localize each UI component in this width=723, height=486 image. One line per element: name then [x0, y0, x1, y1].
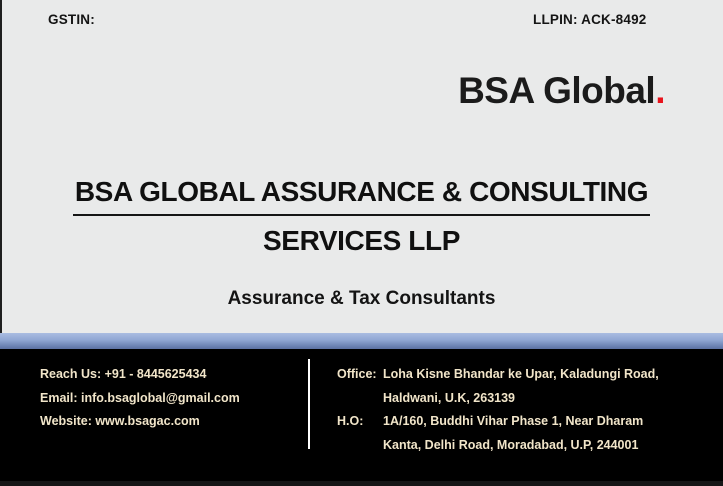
company-tagline: Assurance & Tax Consultants — [227, 288, 496, 309]
phone-line: Reach Us: +91 - 8445625434 — [40, 367, 207, 381]
company-name-line2: SERVICES LLP — [263, 225, 460, 256]
contact-column — [40, 363, 240, 434]
company-title-block — [0, 176, 723, 257]
footer-vertical-divider — [308, 359, 310, 449]
logo-red-dot: . — [655, 70, 665, 111]
accent-divider-bar — [0, 333, 723, 349]
email-line: Email: info.bsaglobal@gmail.com — [40, 390, 240, 405]
head-office-address-entry — [337, 410, 659, 457]
gstin-label: GSTIN: — [48, 12, 95, 27]
website-line: Website: www.bsagac.com — [40, 414, 200, 428]
llpin-label: LLPIN: ACK-8492 — [533, 12, 647, 27]
footer-bottom-strip — [0, 481, 723, 486]
head-office-address-line2: Kanta, Delhi Road, Moradabad, U.P, 244001 — [383, 437, 639, 452]
logo-text: BSA Global — [458, 70, 656, 111]
office-address-line1: Loha Kisne Bhandar ke Upar, Kaladungi Road, — [383, 367, 659, 381]
left-edge-line — [0, 0, 2, 334]
address-column — [337, 363, 659, 457]
footer — [0, 349, 723, 486]
office-address-line2: Haldwani, U.K, 263139 — [383, 390, 516, 405]
head-office-address-line1: 1A/160, Buddhi Vihar Phase 1, Near Dharam — [383, 414, 644, 428]
head-office-address-lines — [383, 410, 659, 457]
office-address-lines — [383, 363, 659, 410]
office-label: Office: — [337, 367, 377, 381]
office-address-entry — [337, 363, 659, 410]
head-office-label: H.O: — [337, 414, 364, 428]
company-logo — [458, 70, 665, 112]
company-name-line1: BSA GLOBAL ASSURANCE & CONSULTING — [73, 176, 650, 216]
